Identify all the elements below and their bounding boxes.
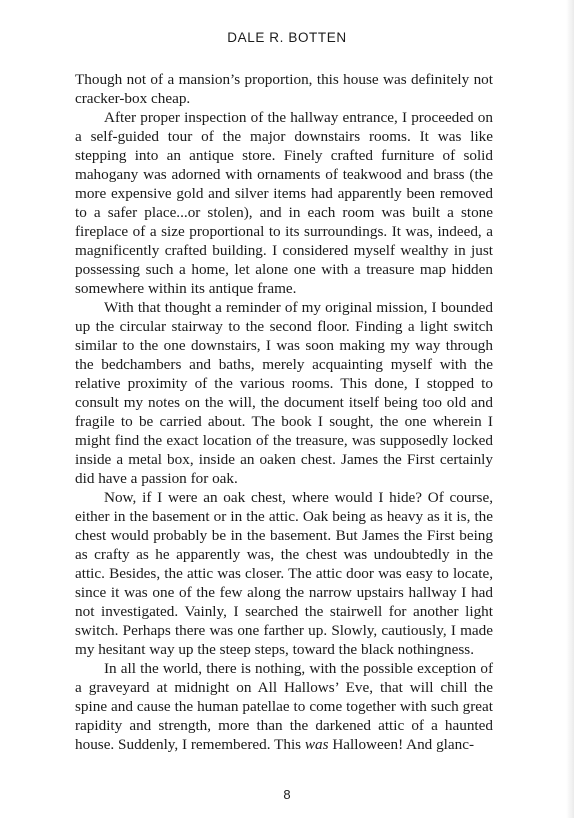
paragraph-4	[75, 488, 493, 659]
paragraph-5	[75, 659, 493, 754]
text-run: Now, if I were an oak chest, where would I hide? Of course, either in the basement or in the attic. Oak being as heavy as it is, the chest would probably be in the basement. But James the First being as crafty as he apparently was, the chest was undoubtedly in the attic. Besides, the attic was closer. The attic door was easy to locate, since it was one of the few along the narrow upstairs hallway I had not investigated. Vainly, I searched the stairwell for another light switch. Perhaps there was one farther up. Slowly, cautiously, I made my hesitant way up the steep steps, toward the black nothingness.	[75, 489, 493, 658]
text-run: Though not of a mansion’s proportion, this house was definitely not cracker-box cheap.	[75, 71, 493, 107]
page-edge-shadow	[566, 0, 574, 818]
text-run: With that thought a reminder of my original mission, I bounded up the circular stairway to the second floor. Finding a light switch similar to the one downstairs, I was soon making my way through the bedchambers and baths, merely acquainting myself with the relative proximity of the various rooms. This done, I stopped to consult my notes on the will, the document itself being too old and fragile to be carried about. The book I sought, the one wherein I might find the exact location of the treasure, was supposedly locked inside a metal box, inside an oaken chest. James the First certainly did have a passion for oak.	[75, 299, 493, 487]
text-run: After proper inspection of the hallway entrance, I proceeded on a self-guided tour of the major downstairs rooms. It was like stepping into an antique store. Finely crafted furniture of solid mahogany was adorned with ornaments of teakwood and brass (the more expensive gold and silver items had apparently been removed to a safer place...or stolen), and in each room was built a stone fireplace of a size proportional to its surroundings. It was, indeed, a magnificently crafted building. I considered myself wealthy in just possessing such a home, let alone one with a treasure map hidden somewhere within its antique frame.	[75, 109, 493, 297]
paragraph-1	[75, 70, 493, 108]
body-text	[75, 70, 493, 754]
paragraph-2	[75, 108, 493, 298]
text-run: Halloween! And glanc-	[328, 736, 475, 753]
page-number: 8	[283, 787, 291, 802]
text-run: In all the world, there is nothing, with the possible exception of a graveyard at midnight on All Hallows’ Eve, that will chill the spine and cause the human patellae to come together with such great rapidity and strength, more than the darkened attic of a haunted house. Suddenly, I remembered. This	[75, 660, 493, 753]
italic-run: was	[304, 736, 329, 753]
paragraph-3	[75, 298, 493, 488]
running-head: DALE R. BOTTEN	[227, 30, 347, 45]
